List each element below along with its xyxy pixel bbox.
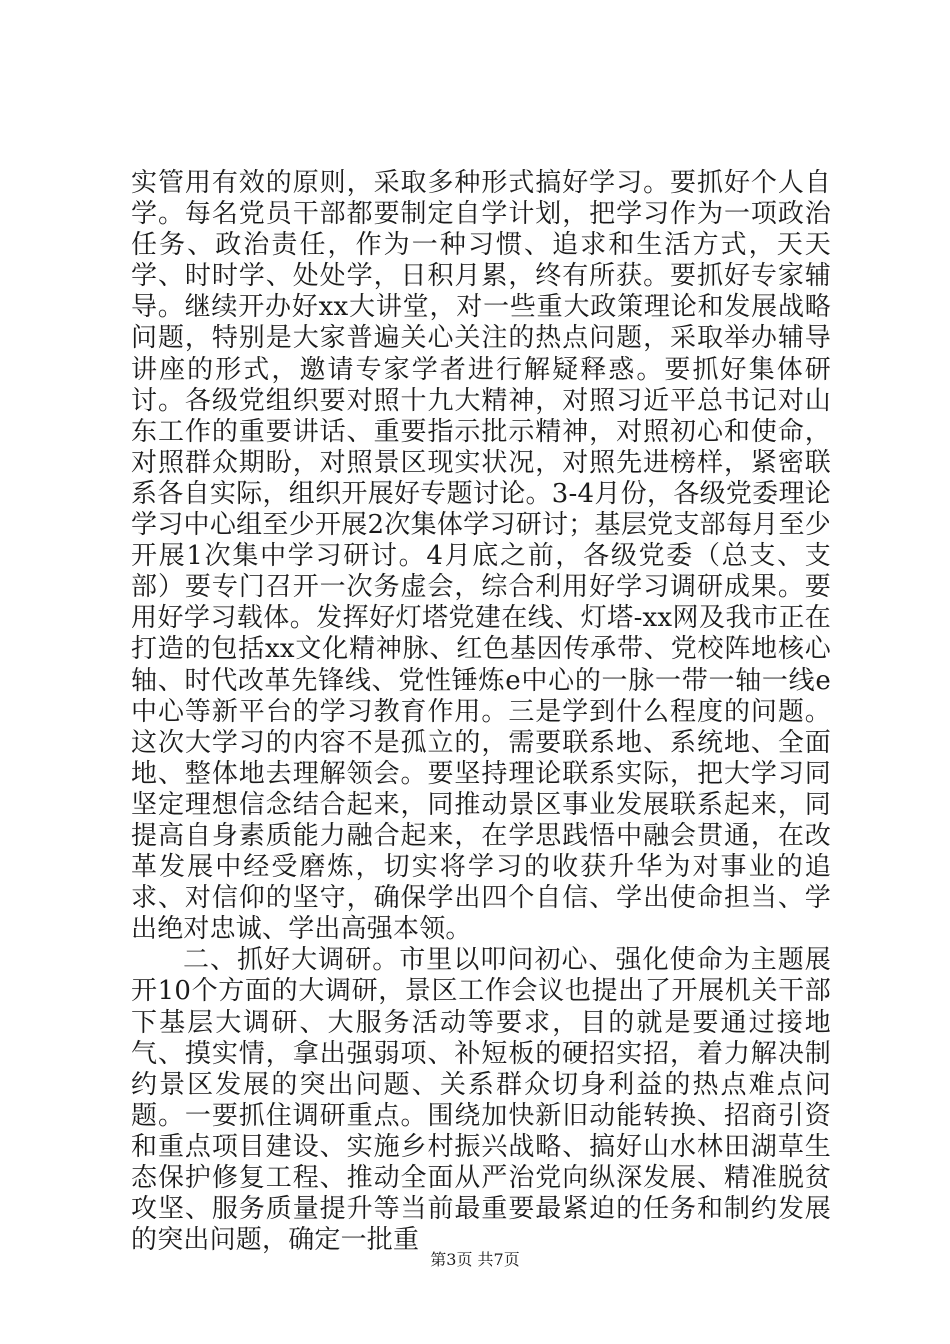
body-text <box>131 168 831 1256</box>
paragraph-2: 二、抓好大调研。市里以叩问初心、强化使命为主题展开10个方面的大调研，景区工作会议也提出了开展机关干部下基层大调研、大服务活动等要求，目的就是要通过接地气、摸实情，拿出强弱项、补短板的硬招实招，着力解决制约景区发展的突出问题、关系群众切身利益的热点难点问题。一要抓住调研重点。围绕加快新旧动能转换、招商引资和重点项目建设、实施乡村振兴战略、搞好山水林田湖草生态保护修复工程、推动全面从严治党向纵深发展、精准脱贫攻坚、服务质量提升等当前最重要最紧迫的任务和制约发展的突出问题，确定一批重 <box>131 945 831 1256</box>
paragraph-1: 实管用有效的原则，采取多种形式搞好学习。要抓好个人自学。每名党员干部都要制定自学计划，把学习作为一项政治任务、政治责任，作为一种习惯、追求和生活方式，天天学、时时学、处处学，日积月累，终有所获。要抓好专家辅导。继续开办好xx大讲堂，对一些重大政策理论和发展战略问题，特别是大家普遍关心关注的热点问题，采取举办辅导讲座的形式，邀请专家学者进行解疑释惑。要抓好集体研讨。各级党组织要对照十九大精神，对照习近平总书记对山东工作的重要讲话、重要指示批示精神，对照初心和使命，对照群众期盼，对照景区现实状况，对照先进榜样，紧密联系各自实际，组织开展好专题讨论。3-4月份，各级党委理论学习中心组至少开展2次集体学习研讨；基层党支部每月至少开展1次集中学习研讨。4月底之前，各级党委（总支、支部）要专门召开一次务虚会，综合利用好学习调研成果。要用好学习载体。发挥好灯塔党建在线、灯塔-xx网及我市正在打造的包括xx文化精神脉、红色基因传承带、党校阵地核心轴、时代改革先锋线、党性锤炼e中心的一脉一带一轴一线e中心等新平台的学习教育作用。三是学到什么程度的问题。这次大学习的内容不是孤立的，需要联系地、系统地、全面地、整体地去理解领会。要坚持理论联系实际，把大学习同坚定理想信念结合起来，同推动景区事业发展联系起来，同提高自身素质能力融合起来，在学思践悟中融会贯通，在改革发展中经受磨炼，切实将学习的收获升华为对事业的追求、对信仰的坚守，确保学出四个自信、学出使命担当、学出绝对忠诚、学出高强本领。 <box>131 168 831 945</box>
page-footer: 第3页 共7页 <box>430 1250 520 1269</box>
